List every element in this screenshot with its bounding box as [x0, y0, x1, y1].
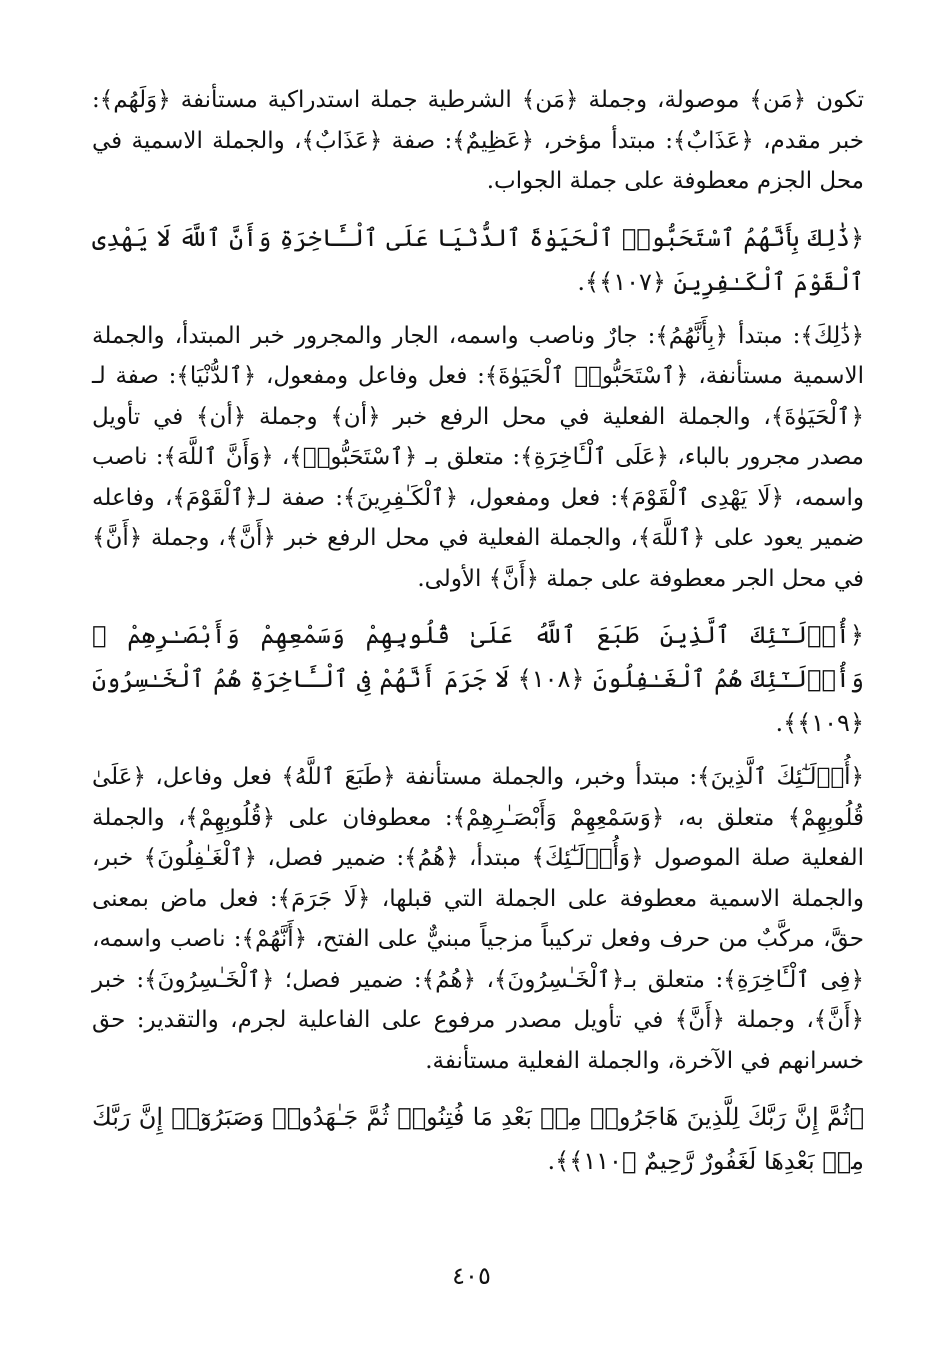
page-body	[92, 80, 864, 1183]
commentary-paragraph-3: ﴿أُو۟لَـٰٓئِكَ ٱلَّذِينَ﴾: مبتدأ وخبر، والجملة مستأنفة ﴿طَبَعَ ٱللَّهُ﴾ فعل وفاعل، ﴿عَلَىٰ قُلُوبِهِمْ﴾ متعلق به، ﴿وَسَمْعِهِمْ وَأَبْصَـٰرِهِمْ﴾: معطوفان على ﴿قُلُوبِهِمْ﴾، والجملة الفعلية صلة الموصول ﴿وَأُو۟لَـٰٓئِكَ﴾ مبتدأ، ﴿هُمُ﴾: ضمير فصل، ﴿ٱلْغَـٰفِلُونَ﴾ خبر، والجملة الاسمية معطوفة على الجملة التي قبلها، ﴿لَا جَرَمَ﴾: فعل ماض بمعنى حقَّ، مركَّبٌ من حرف وفعل تركيباً مزجياً مبنيٌّ على الفتح، ﴿أَنَّهُمْ﴾: ناصب واسمه، ﴿فِى ٱلْـَٔاخِرَةِ﴾: متعلق بـ﴿ٱلْخَـٰسِرُونَ﴾، ﴿هُمُ﴾: ضمير فصل؛ ﴿ٱلْخَـٰسِرُونَ﴾: خبر ﴿أَنَّ﴾، وجملة ﴿أَنَّ﴾ في تأويل مصدر مرفوع على الفاعلية لجرم، والتقدير: حق خسرانهم في الآخرة، والجملة الفعلية مستأنفة.	[92, 764, 864, 1074]
quran-verse-107: ﴿ذَٰلِكَ بِأَنَّهُمُ ٱسْتَحَبُّوا۟ ٱلْحَيَوٰةَ ٱلدُّنْيَا عَلَى ٱلْـَٔاخِرَةِ وَأَنَّ ٱللَّهَ لَا يَهْدِى ٱلْقَوْمَ ٱلْكَـٰفِرِينَ ﴿١٠٧﴾﴾.	[92, 223, 864, 296]
commentary-paragraph-1: تكون ﴿مَن﴾ موصولة، وجملة ﴿مَن﴾ الشرطية جملة استدراكية مستأنفة ﴿وَلَهُم﴾: خبر مقدم، ﴿عَذَابٌ﴾: مبتدأ مؤخر، ﴿عَظِيمٌ﴾: صفة ﴿عَذَابٌ﴾، والجملة الاسمية في محل الجزم معطوفة على جملة الجواب.	[92, 87, 864, 194]
quran-verse-108-109: ﴿أُو۟لَـٰٓئِكَ ٱلَّذِينَ طَبَعَ ٱللَّهُ عَلَىٰ قُلُوبِهِمْ وَسَمْعِهِمْ وَأَبْصَـٰرِهِمْ ۖ وَأُو۟لَـٰٓئِكَ هُمُ ٱلْغَـٰفِلُونَ ﴿١٠٨﴾ لَا جَرَمَ أَنَّهُمْ فِى ٱلْـَٔاخِرَةِ هُمُ ٱلْخَـٰسِرُونَ ﴿١٠٩﴾﴾.	[92, 621, 864, 737]
page-number: ٤٠٥	[452, 1262, 491, 1290]
quran-verse-110: ﴿ثُمَّ إِنَّ رَبَّكَ لِلَّذِينَ هَاجَرُوا۟ مِنۢ بَعْدِ مَا فُتِنُوا۟ ثُمَّ جَـٰهَدُوا۟ وَصَبَرُوٓا۟ إِنَّ رَبَّكَ مِنۢ بَعْدِهَا لَغَفُورٌ رَّحِيمٌ ﴿١١٠﴾﴾.	[92, 1103, 864, 1175]
commentary-paragraph-2: ﴿ذَٰلِكَ﴾: مبتدأ ﴿بِأَنَّهُمُ﴾: جارٌ وناصب واسمه، الجار والمجرور خبر المبتدأ، والجملة الاسمية مستأنفة، ﴿ٱسْتَحَبُّوا۟ ٱلْحَيَوٰةَ﴾: فعل وفاعل ومفعول، ﴿ٱلدُّنْيَا﴾: صفة لـ ﴿ٱلْحَيَوٰةَ﴾، والجملة الفعلية في محل الرفع خبر ﴿أن﴾ وجملة ﴿أن﴾ في تأويل مصدر مجرور بالباء، ﴿عَلَى ٱلْـَٔاخِرَةِ﴾: متعلق بـ ﴿ٱسْتَحَبُّوا۟﴾، ﴿وَأَنَّ ٱللَّهَ﴾: ناصب واسمه، ﴿لَا يَهْدِى ٱلْقَوْمَ﴾: فعل ومفعول، ﴿ٱلْكَـٰفِرِينَ﴾: صفة لـ﴿ٱلْقَوْمَ﴾، وفاعله ضمير يعود على ﴿ٱللَّهَ﴾، والجملة الفعلية في محل الرفع خبر ﴿أَنَّ﴾، وجملة ﴿أَنَّ﴾ في محل الجر معطوفة على جملة ﴿أَنَّ﴾ الأولى.	[92, 322, 864, 592]
